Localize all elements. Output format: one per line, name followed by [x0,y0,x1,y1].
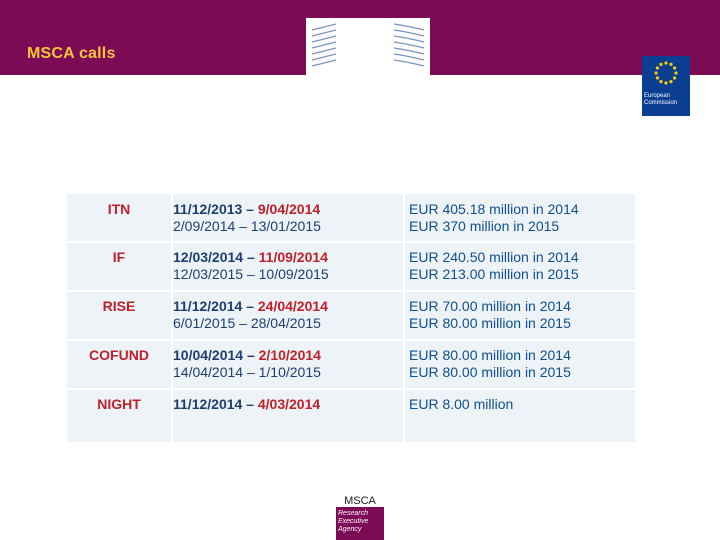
date-end: 11/09/2014 [258,249,328,265]
table-row [67,298,635,338]
agency-line-2: Executive [338,518,369,525]
call-name: COFUND [89,347,149,363]
budget-line-2: EUR 80.00 million in 2015 [409,315,571,331]
date-end: 24/04/2014 [257,298,328,314]
row-divider [67,388,635,390]
row-divider [67,290,635,292]
calls-table [67,194,635,442]
call-budget [409,298,571,332]
dates-line-2: 14/04/2014 – 1/10/2015 [173,364,321,380]
dates-line-2: 6/01/2015 – 28/04/2015 [173,315,321,331]
call-dates [173,298,328,332]
date-end: 9/04/2014 [257,201,321,217]
budget-line-2: EUR 370 million in 2015 [409,218,560,234]
row-divider [67,339,635,341]
call-budget [409,201,579,235]
dates-line-1 [173,298,328,315]
table-row [67,347,635,387]
dates-line-1 [173,347,321,364]
call-budget [409,347,571,381]
date-start: 12/03/2014 – [173,249,259,265]
call-dates [173,201,321,235]
budget-line-2: EUR 80.00 million in 2015 [409,364,571,380]
table-row [67,201,635,241]
table-row [67,396,635,436]
dates-line-1 [173,249,329,266]
agency-line-3: Agency [338,526,362,533]
msca-label: MSCA [344,495,376,507]
call-dates [173,396,320,413]
call-name: IF [112,249,126,265]
dates-line-2: 12/03/2015 – 10/09/2015 [173,266,329,282]
budget-line-2: EUR 213.00 million in 2015 [409,266,579,282]
date-start: 10/04/2014 – [173,347,259,363]
agency-badge [336,507,384,540]
rea-logo [336,496,384,540]
ec-label-line1: European [644,93,671,99]
row-divider [67,241,635,243]
budget-line-1: EUR 8.00 million [409,396,514,412]
call-name: ITN [107,201,131,217]
dates-line-2: 2/09/2014 – 13/01/2015 [173,218,321,234]
table-row [67,249,635,289]
call-name: NIGHT [97,396,141,412]
call-dates [173,249,329,283]
commission-label [642,90,690,116]
date-end: 2/10/2014 [258,347,321,363]
budget-line-1: EUR 80.00 million in 2014 [409,347,571,363]
date-start: 11/12/2013 – [173,201,258,217]
page-title: MSCA calls [27,45,116,62]
eu-flag-icon [642,56,690,90]
date-start: 11/12/2014 – [173,298,258,314]
budget-line-1: EUR 405.18 million in 2014 [409,201,579,217]
ec-label-line2: Commission [644,100,678,106]
call-dates [173,347,321,381]
dates-line-1 [173,396,320,413]
budget-line-1: EUR 240.50 million in 2014 [409,249,579,265]
agency-line-1: Research [338,510,368,517]
budget-line-1: EUR 70.00 million in 2014 [409,298,571,314]
call-budget [409,249,579,283]
building-icon [310,22,426,74]
date-start: 11/12/2014 – [173,396,258,412]
date-end: 4/03/2014 [257,396,321,412]
dates-line-1 [173,201,321,218]
european-commission-logo [306,18,678,106]
call-name: RISE [102,298,136,314]
call-budget [409,396,513,413]
